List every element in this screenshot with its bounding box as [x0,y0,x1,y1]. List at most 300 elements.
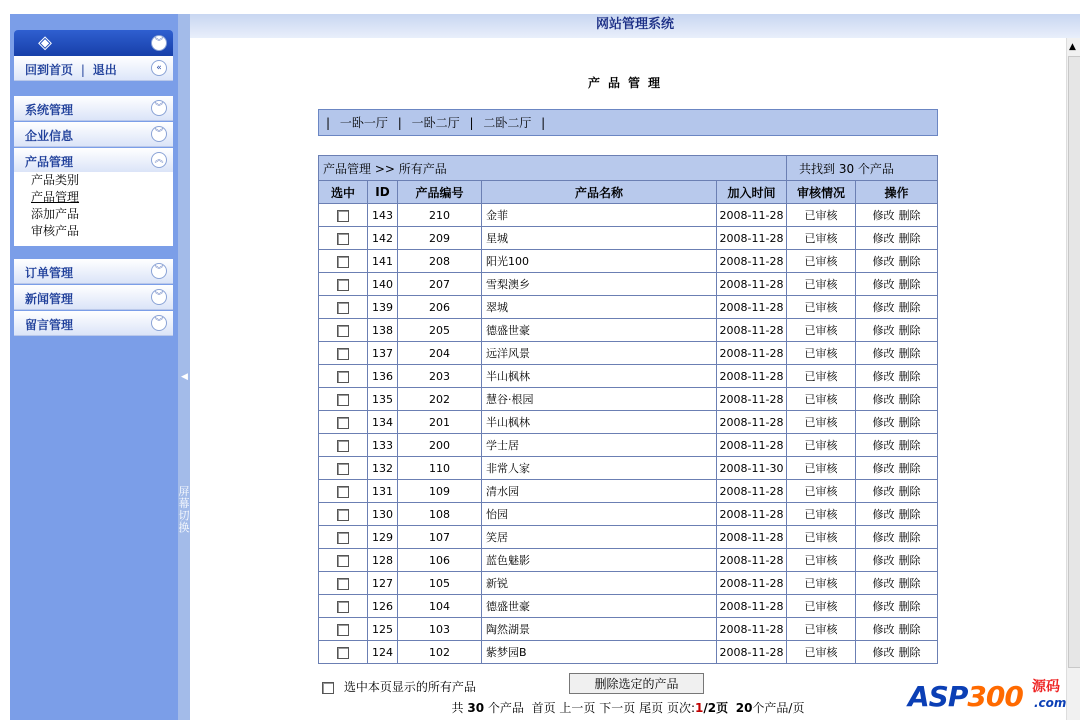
pager-page-prefix: 页次: [666,701,695,715]
row-select-cell [319,342,368,365]
row-select-cell [319,204,368,227]
pager-next[interactable]: 下一页 [599,701,636,715]
row-checkbox[interactable] [337,233,349,245]
submenu-item-manage[interactable]: 产品管理 [31,190,80,204]
row-actions [856,618,938,641]
vertical-scrollbar[interactable] [1066,38,1080,720]
delete-link[interactable]: 删除 [898,485,921,498]
delete-link[interactable]: 删除 [898,600,921,613]
row-name: 非常人家 [482,457,717,480]
row-status: 已审核 [787,365,856,388]
pager-page-total: /2页 [703,701,729,715]
category-separator: | [397,116,402,130]
menu-label: 企业信息 [25,129,74,143]
row-code: 107 [398,526,482,549]
edit-link[interactable]: 修改 [872,485,895,498]
row-checkbox[interactable] [337,256,349,268]
table-row [319,204,938,227]
edit-link[interactable]: 修改 [872,508,895,521]
row-date: 2008-11-28 [717,204,787,227]
sidebar [10,14,178,720]
delete-link[interactable]: 删除 [898,646,921,659]
logout-link[interactable]: 退出 [92,63,117,77]
products-table [318,155,938,664]
row-select-cell [319,526,368,549]
watermark-brand-a: ASP [908,680,968,713]
chevron-down-icon[interactable]: ︾ [151,100,167,116]
delete-link[interactable]: 删除 [898,416,921,429]
delete-link[interactable]: 删除 [898,508,921,521]
edit-link[interactable]: 修改 [872,301,895,314]
row-checkbox[interactable] [337,371,349,383]
row-name: 怡园 [482,503,717,526]
select-all-row [322,678,476,695]
row-date: 2008-11-28 [717,319,787,342]
row-checkbox[interactable] [337,302,349,314]
row-actions [856,457,938,480]
edit-link[interactable]: 修改 [872,255,895,268]
chevron-down-icon[interactable]: ︾ [151,289,167,305]
row-select-cell [319,641,368,664]
row-actions [856,365,938,388]
pager-total: 30 [467,701,485,715]
table-row [319,227,938,250]
delete-link[interactable]: 删除 [898,623,921,636]
menu-label: 留言管理 [25,318,74,332]
row-date: 2008-11-28 [717,227,787,250]
row-date: 2008-11-28 [717,388,787,411]
row-select-cell [319,319,368,342]
pager-prev[interactable]: 上一页 [559,701,596,715]
col-header-status: 审核情况 [787,181,856,204]
edit-link[interactable]: 修改 [872,324,895,337]
row-id: 129 [368,526,398,549]
pager-current: 1 [694,701,704,715]
row-date: 2008-11-28 [717,342,787,365]
row-select-cell [319,296,368,319]
row-status: 已审核 [787,618,856,641]
row-id: 131 [368,480,398,503]
row-actions [856,480,938,503]
pager-per-page-suffix: 个产品/页 [752,701,805,715]
edit-link[interactable]: 修改 [872,209,895,222]
delete-link[interactable]: 删除 [898,209,921,222]
delete-link[interactable]: 删除 [898,462,921,475]
row-name: 学士居 [482,434,717,457]
delete-link[interactable]: 删除 [898,232,921,245]
row-actions [856,388,938,411]
row-checkbox[interactable] [337,624,349,636]
table-row [319,434,938,457]
row-checkbox[interactable] [337,601,349,613]
row-code: 109 [398,480,482,503]
row-id: 125 [368,618,398,641]
chevron-up-icon[interactable]: ︽ [151,152,167,168]
row-status: 已审核 [787,250,856,273]
category-link-1[interactable]: 一卧二厅 [411,116,460,130]
row-code: 204 [398,342,482,365]
edit-link[interactable]: 修改 [872,370,895,383]
menu-system[interactable] [14,96,173,121]
row-status: 已审核 [787,204,856,227]
row-select-cell [319,595,368,618]
row-checkbox[interactable] [337,210,349,222]
col-header-date: 加入时间 [717,181,787,204]
row-actions [856,411,938,434]
row-code: 200 [398,434,482,457]
col-header-id: ID [368,181,398,204]
delete-link[interactable]: 删除 [898,554,921,567]
table-row [319,319,938,342]
row-date: 2008-11-28 [717,434,787,457]
sidebar-logo-bar [14,30,173,56]
row-select-cell [319,411,368,434]
home-link[interactable]: 回到首页 [25,63,74,77]
edit-link[interactable]: 修改 [872,278,895,291]
row-name: 半山枫林 [482,365,717,388]
menu-news[interactable] [14,285,173,310]
row-id: 133 [368,434,398,457]
row-actions [856,204,938,227]
row-date: 2008-11-28 [717,526,787,549]
category-link-2[interactable]: 二卧二厅 [483,116,532,130]
row-name: 阳光100 [482,250,717,273]
home-row [14,56,173,81]
submenu-item-add[interactable]: 添加产品 [31,207,80,221]
col-header-code: 产品编号 [398,181,482,204]
row-actions [856,526,938,549]
row-actions [856,549,938,572]
row-id: 143 [368,204,398,227]
row-select-cell [319,365,368,388]
row-checkbox[interactable] [337,555,349,567]
row-date: 2008-11-28 [717,411,787,434]
row-status: 已审核 [787,572,856,595]
category-bar [318,109,938,136]
submenu-item-category[interactable]: 产品类别 [31,173,80,187]
row-status: 已审核 [787,342,856,365]
row-select-cell [319,549,368,572]
row-date: 2008-11-30 [717,457,787,480]
pager [318,699,938,716]
table-breadcrumb: 产品管理 >> 所有产品 [319,156,787,181]
row-id: 124 [368,641,398,664]
page-title: 产品管理 [587,76,668,90]
row-id: 139 [368,296,398,319]
col-header-select: 选中 [319,181,368,204]
row-actions [856,273,938,296]
row-id: 141 [368,250,398,273]
table-row [319,595,938,618]
bottom-actions [318,672,938,694]
menu-label: 订单管理 [25,266,74,280]
watermark-com: .com [1034,696,1067,710]
row-select-cell [319,388,368,411]
table-row [319,411,938,434]
delete-link[interactable]: 删除 [898,324,921,337]
row-id: 132 [368,457,398,480]
edit-link[interactable]: 修改 [872,462,895,475]
edit-link[interactable]: 修改 [872,623,895,636]
row-actions [856,296,938,319]
row-checkbox[interactable] [337,486,349,498]
edit-link[interactable]: 修改 [872,554,895,567]
row-date: 2008-11-28 [717,618,787,641]
row-name: 新锐 [482,572,717,595]
edit-link[interactable]: 修改 [872,347,895,360]
watermark-brand-b: 300 [967,680,1023,713]
row-code: 209 [398,227,482,250]
row-code: 207 [398,273,482,296]
col-header-actions: 操作 [856,181,938,204]
delete-link[interactable]: 删除 [898,370,921,383]
row-select-cell [319,250,368,273]
row-status: 已审核 [787,434,856,457]
delete-link[interactable]: 删除 [898,531,921,544]
row-select-cell [319,273,368,296]
row-date: 2008-11-28 [717,365,787,388]
triangle-left-icon[interactable]: ◀ [181,372,188,382]
row-name: 蓝色魅影 [482,549,717,572]
row-date: 2008-11-28 [717,503,787,526]
pager-total-suffix: 个产品 [487,701,524,715]
chevron-down-icon[interactable]: ︾ [151,263,167,279]
row-code: 205 [398,319,482,342]
row-name: 雪梨澳乡 [482,273,717,296]
row-code: 206 [398,296,482,319]
row-status: 已审核 [787,227,856,250]
row-select-cell [319,457,368,480]
col-header-name: 产品名称 [482,181,717,204]
row-name: 远洋风景 [482,342,717,365]
row-status: 已审核 [787,388,856,411]
row-checkbox[interactable] [337,279,349,291]
table-row [319,273,938,296]
row-code: 105 [398,572,482,595]
row-actions [856,641,938,664]
row-status: 已审核 [787,319,856,342]
menu-orders[interactable] [14,259,173,284]
row-name: 笑居 [482,526,717,549]
row-name: 德盛世豪 [482,319,717,342]
row-date: 2008-11-28 [717,572,787,595]
row-id: 135 [368,388,398,411]
table-row [319,641,938,664]
row-select-cell [319,572,368,595]
row-id: 130 [368,503,398,526]
row-date: 2008-11-28 [717,296,787,319]
table-row [319,365,938,388]
delete-link[interactable]: 删除 [898,439,921,452]
row-checkbox[interactable] [337,509,349,521]
row-checkbox[interactable] [337,578,349,590]
row-actions [856,572,938,595]
menu-products[interactable] [14,148,173,173]
row-code: 104 [398,595,482,618]
table-row [319,296,938,319]
logo-icon: ◈ [38,32,52,53]
delete-selected-button[interactable]: 删除选定的产品 [569,673,704,694]
row-select-cell [319,434,368,457]
link-separator: | [80,63,85,77]
table-row [319,549,938,572]
row-code: 208 [398,250,482,273]
menu-messages[interactable] [14,311,173,336]
row-status: 已审核 [787,411,856,434]
row-status: 已审核 [787,503,856,526]
row-checkbox[interactable] [337,440,349,452]
top-header [190,14,1080,38]
row-actions [856,319,938,342]
row-checkbox[interactable] [337,348,349,360]
row-checkbox[interactable] [337,394,349,406]
table-row [319,250,938,273]
row-code: 210 [398,204,482,227]
row-checkbox[interactable] [337,647,349,659]
row-name: 星城 [482,227,717,250]
row-id: 142 [368,227,398,250]
row-actions [856,342,938,365]
row-status: 已审核 [787,549,856,572]
row-name: 金菲 [482,204,717,227]
row-code: 108 [398,503,482,526]
delete-link[interactable]: 删除 [898,255,921,268]
row-name: 陶然湖景 [482,618,717,641]
row-checkbox[interactable] [337,463,349,475]
edit-link[interactable]: 修改 [872,531,895,544]
row-id: 128 [368,549,398,572]
collapse-all-icon[interactable]: ︾ [151,35,167,51]
select-all-checkbox[interactable] [322,682,334,694]
row-checkbox[interactable] [337,417,349,429]
select-all-label[interactable]: 选中本页显示的所有产品 [343,680,476,694]
table-row [319,526,938,549]
category-separator: | [541,116,546,130]
edit-link[interactable]: 修改 [872,416,895,429]
table-row [319,572,938,595]
edit-link[interactable]: 修改 [872,600,895,613]
row-name: 慧谷·根园 [482,388,717,411]
table-found-count: 共找到 30 个产品 [787,156,938,181]
row-id: 134 [368,411,398,434]
row-code: 202 [398,388,482,411]
edit-link[interactable]: 修改 [872,439,895,452]
row-date: 2008-11-28 [717,549,787,572]
row-actions [856,227,938,250]
row-code: 201 [398,411,482,434]
edit-link[interactable]: 修改 [872,393,895,406]
edit-link[interactable]: 修改 [872,232,895,245]
scroll-thumb[interactable] [1068,56,1080,668]
pager-total-prefix: 共 [451,701,464,715]
menu-label: 产品管理 [25,155,74,169]
row-select-cell [319,227,368,250]
delete-link[interactable]: 删除 [898,347,921,360]
table-row [319,388,938,411]
row-date: 2008-11-28 [717,250,787,273]
watermark-brand [908,680,1023,713]
menu-company[interactable] [14,122,173,147]
delete-link[interactable]: 删除 [898,301,921,314]
row-date: 2008-11-28 [717,595,787,618]
row-actions [856,250,938,273]
row-name: 半山枫林 [482,411,717,434]
chevron-left-icon[interactable]: « [151,60,167,76]
row-status: 已审核 [787,526,856,549]
category-link-0[interactable]: 一卧一厅 [339,116,388,130]
row-id: 126 [368,595,398,618]
app-title: 网站管理系统 [595,17,674,32]
row-select-cell [319,480,368,503]
row-name: 德盛世豪 [482,595,717,618]
chevron-down-icon[interactable]: ︾ [151,126,167,142]
screen-switch-label[interactable]: 屏幕切换 [178,485,190,534]
edit-link[interactable]: 修改 [872,577,895,590]
delete-link[interactable]: 删除 [898,278,921,291]
row-checkbox[interactable] [337,325,349,337]
row-status: 已审核 [787,595,856,618]
submenu-item-review[interactable]: 审核产品 [31,224,80,238]
row-select-cell [319,618,368,641]
table-row [319,457,938,480]
menu-label: 新闻管理 [25,292,74,306]
row-date: 2008-11-28 [717,641,787,664]
delete-link[interactable]: 删除 [898,393,921,406]
row-id: 137 [368,342,398,365]
watermark-yuan: 源码 [1032,679,1060,695]
row-name: 翠城 [482,296,717,319]
table-row [319,342,938,365]
pager-per-page: 20 [735,701,753,715]
row-date: 2008-11-28 [717,480,787,503]
row-code: 203 [398,365,482,388]
row-code: 103 [398,618,482,641]
screen-switch-splitter[interactable] [178,14,190,720]
row-id: 127 [368,572,398,595]
row-status: 已审核 [787,641,856,664]
chevron-down-icon[interactable]: ︾ [151,315,167,331]
table-row [319,618,938,641]
pager-first[interactable]: 首页 [531,701,556,715]
row-name: 清水园 [482,480,717,503]
row-name: 紫梦园B [482,641,717,664]
edit-link[interactable]: 修改 [872,646,895,659]
row-code: 106 [398,549,482,572]
row-code: 102 [398,641,482,664]
row-status: 已审核 [787,457,856,480]
row-actions [856,434,938,457]
pager-last[interactable]: 尾页 [639,701,664,715]
row-actions [856,595,938,618]
row-date: 2008-11-28 [717,273,787,296]
products-submenu [14,172,173,246]
row-select-cell [319,503,368,526]
table-row [319,480,938,503]
row-status: 已审核 [787,480,856,503]
category-separator: | [469,116,474,130]
delete-link[interactable]: 删除 [898,577,921,590]
row-id: 138 [368,319,398,342]
row-status: 已审核 [787,296,856,319]
row-code: 110 [398,457,482,480]
row-checkbox[interactable] [337,532,349,544]
scroll-up-icon[interactable]: ▲ [1069,42,1076,52]
row-actions [856,503,938,526]
menu-label: 系统管理 [25,103,74,117]
table-row [319,503,938,526]
watermark-logo [906,668,1066,718]
row-status: 已审核 [787,273,856,296]
